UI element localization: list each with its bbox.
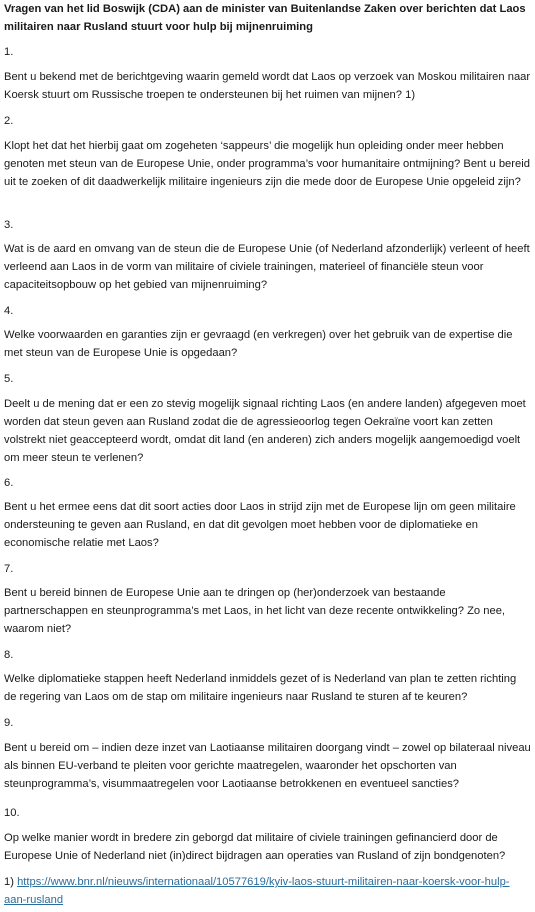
question-text-6: Bent u het ermee eens dat dit soort acties door Laos in strijd zijn met de Europese lijn om geen militaire ondersteuning te geven aan Rusland, en dat dit gevolgen moet hebben voor de diplomatieke en economische relatie met Laos?: [4, 501, 516, 549]
question-text-2: Klopt het dat het hierbij gaat om zogeheten ‘sappeurs’ die mogelijk hun opleiding onder meer hebben genoten met steun van de Europese Unie, onder programma’s voor humanitaire ontmijning? Bent u bereid uit te zoeken of dit daadwerkelijk militaire ingenieurs zijn die mede door de Europese Unie opgeleid zijn?: [4, 140, 530, 188]
question-number-3: 3.: [4, 219, 14, 231]
question-text-10: Op welke manier wordt in bredere zin geborgd dat militaire of civiele trainingen gefinancierd door de Europese Unie of Nederland niet (in)direct bijdragen aan operaties van Rusland of zijn bondgenoten?: [4, 832, 506, 862]
footnote-source-link[interactable]: https://www.bnr.nl/nieuws/internationaal/10577619/kyiv-laos-stuurt-militairen-naar-koersk-voor-hulp-aan-rusland: [4, 876, 510, 906]
question-text-3: Wat is de aard en omvang van de steun die de Europese Unie (of Nederland afzonderlijk) verleent of heeft verleend aan Laos in de vorm van militaire of civiele trainingen, materieel of financiële steun voor capaciteitsopbouw op het gebied van mijnenruiming?: [4, 243, 530, 291]
question-number-4: 4.: [4, 305, 14, 317]
question-number-2: 2.: [4, 115, 14, 127]
footnote-marker: 1): [4, 876, 14, 888]
question-text-8: Welke diplomatieke stappen heeft Nederland inmiddels gezet of is Nederland van plan te zetten richting de regering van Laos om de stap om militaire ingenieurs naar Rusland te sturen af te keuren?: [4, 673, 517, 703]
footnote: [4, 873, 531, 909]
question-text-7: Bent u bereid binnen de Europese Unie aan te dringen op (her)onderzoek van bestaande partnerschappen en steunprogramma’s met Laos, in het licht van deze recente ontwikkeling? Zo nee, waarom niet?: [4, 587, 506, 635]
question-number-1: 1.: [4, 46, 14, 58]
question-number-7: 7.: [4, 563, 14, 575]
question-text-4: Welke voorwaarden en garanties zijn er gevraagd (en verkregen) over het gebruik van de expertise die met steun van de Europese Unie is opgedaan?: [4, 329, 513, 359]
question-number-10: 10.: [4, 807, 20, 819]
question-text-1: Bent u bekend met de berichtgeving waarin gemeld wordt dat Laos op verzoek van Moskou militairen naar Koersk stuurt om Russische troepen te ondersteunen bij het ruimen van mijnen? 1): [4, 71, 531, 101]
question-number-9: 9.: [4, 717, 14, 729]
question-number-6: 6.: [4, 477, 14, 489]
question-text-9: Bent u bereid om – indien deze inzet van Laotiaanse militairen doorgang vindt – zowel op bilateraal niveau als binnen EU-verband te pleiten voor gerichte maatregelen, waaronder het opschorten van steunprogramma’s, visummaatregelen voor Laotiaanse betrokkenen en eventueel sancties?: [4, 742, 531, 790]
question-number-5: 5.: [4, 373, 14, 385]
question-number-8: 8.: [4, 649, 14, 661]
question-text-5: Deelt u de mening dat er een zo stevig mogelijk signaal richting Laos (en andere landen) afgegeven moet worden dat steun geven aan Rusland zodat die de agressieoorlog tegen Oekraïne voort kan zetten volstrekt niet geaccepteerd wordt, omdat dit land (en anderen) zich anders mogelijk aangemoedigd voelt om meer steun te verlenen?: [4, 398, 526, 464]
document-title: Vragen van het lid Boswijk (CDA) aan de minister van Buitenlandse Zaken over berichten dat Laos militairen naar Rusland stuurt voor hulp bij mijnenruiming: [4, 3, 526, 33]
